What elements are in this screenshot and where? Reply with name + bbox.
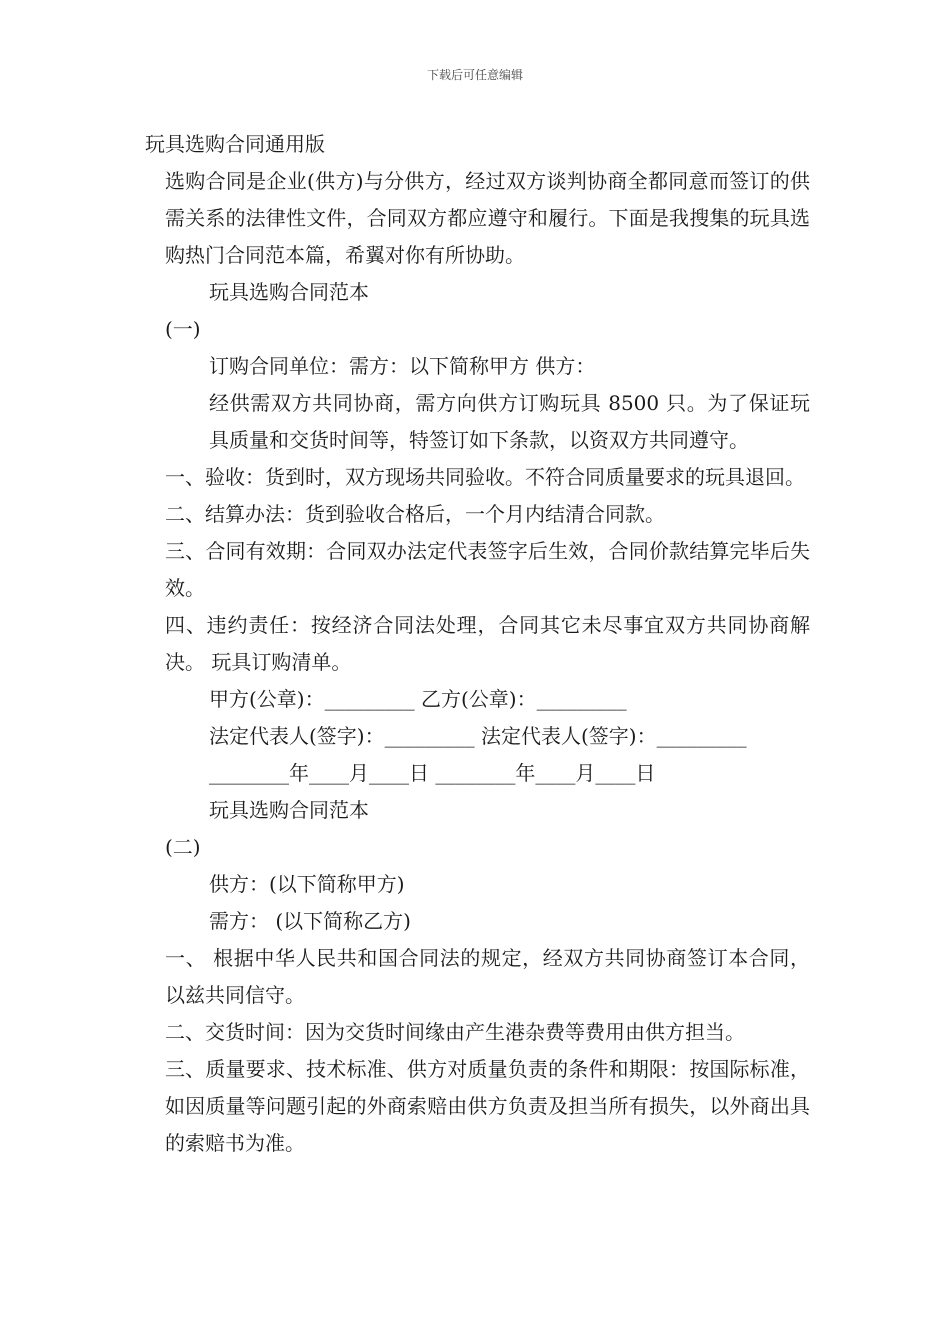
signature-line: 法定代表人(签字)：_________ 法定代表人(签字)：_________ <box>209 724 747 748</box>
section-2-item-3: 三、质量要求、技术标准、供方对质量负责的条件和期限：按国际标准，如因质量等问题引起的外商索赔由供方负责及担当所有损失，以外商出具的索赔书为准。 <box>165 1057 810 1155</box>
section-1-item-2: 二、结算办法：货到验收合格后，一个月内结清合同款。 <box>165 502 665 526</box>
section-2-buyer: 需方： (以下简称乙方) <box>209 909 411 933</box>
seal-line: 甲方(公章)：_________ 乙方(公章)：_________ <box>209 687 627 711</box>
document-body <box>145 126 810 1162</box>
document-title: 玩具选购合同通用版 <box>145 132 325 156</box>
header-note: 下载后可任意编辑 <box>426 68 523 82</box>
section-2-number: (二) <box>165 835 201 859</box>
date-line: ________年____月____日 ________年____月____日 <box>209 761 656 785</box>
section-1-item-1: 一、验收：货到时，双方现场共同验收。不符合同质量要求的玩具退回。 <box>165 465 805 489</box>
section-1-heading: 玩具选购合同范本 <box>209 280 369 304</box>
section-2-supplier: 供方：(以下简称甲方) <box>209 872 405 896</box>
section-1-paragraph: 经供需双方共同协商，需方向供方订购玩具 8500 只。为了保证玩具质量和交货时间等，特签订如下条款，以资双方共同遵守。 <box>209 391 810 452</box>
section-2-heading: 玩具选购合同范本 <box>209 798 369 822</box>
section-1-parties: 订购合同单位：需方：以下简称甲方 供方： <box>209 354 596 378</box>
intro-paragraph: 选购合同是企业(供方)与分供方，经过双方谈判协商全都同意而签订的供需关系的法律性文件，合同双方都应遵守和履行。下面是我搜集的玩具选购热门合同范本篇，希翼对你有所协助。 <box>165 169 810 267</box>
section-1-item-3: 三、合同有效期：合同双办法定代表签字后生效，合同价款结算完毕后失效。 <box>165 539 810 600</box>
section-1-number: (一) <box>165 317 201 341</box>
section-1-item-4: 四、违约责任：按经济合同法处理，合同其它未尽事宜双方共同协商解决。 玩具订购清单。 <box>165 613 810 674</box>
section-2-item-2: 二、交货时间：因为交货时间缘由产生港杂费等费用由供方担当。 <box>165 1020 745 1044</box>
section-2-item-1: 一、 根据中华人民共和国合同法的规定，经双方共同协商签订本合同，以兹共同信守。 <box>165 946 810 1007</box>
